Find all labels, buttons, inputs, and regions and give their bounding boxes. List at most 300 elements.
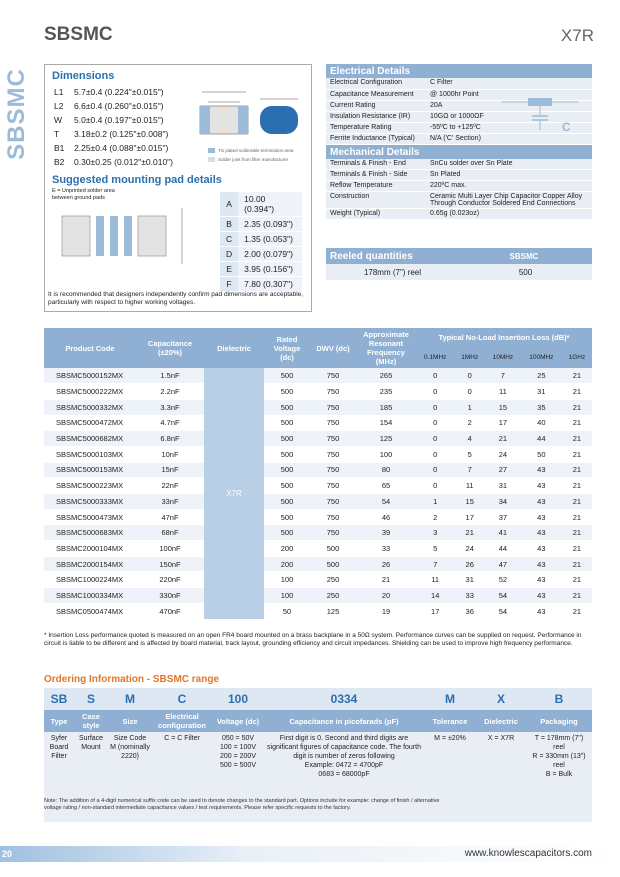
order-code: S [74,688,108,710]
table-cell: 750 [310,478,356,494]
pad-note: E = Unprinted solder area between ground pads [52,188,115,201]
pad-key: A [220,192,238,217]
mechanical-value: Ceramic Multi Layer Chip Capacitor Copper Alloy Through Conductor Soldered End Connections [426,192,592,209]
dimensions-title: Dimensions [52,70,115,82]
dimension-key: L1 [54,87,64,97]
reel-title: Reeled quantities [330,250,413,262]
table-cell: 21 [562,431,592,447]
table-cell: 750 [310,399,356,415]
pad-table [220,192,302,292]
dimension-key: B1 [54,143,65,153]
table-cell: 19 [356,603,416,619]
order-label: Electrical configuration [152,710,212,732]
pad-key: D [220,247,238,262]
reel-size: 178mm (7") reel [363,267,422,277]
electrical-key: Electrical Configuration [326,78,426,89]
product-code: SBSMC5000103MX [44,446,136,462]
table-cell: 50 [264,603,310,619]
order-desc: X = X7R [476,732,526,822]
table-cell: 43 [521,478,562,494]
table-cell: 21 [562,603,592,619]
mechanical-value: 0.65g (0.023oz) [426,209,592,220]
col-rated-voltage: Rated Voltage (dc) [264,328,310,368]
table-cell: 100 [356,446,416,462]
table-cell: 500 [264,431,310,447]
table-cell: 5 [416,541,454,557]
order-label: Type [44,710,74,732]
mechanical-value: 220ºC max. [426,181,592,192]
product-table [44,328,592,620]
dimension-value: 6.6±0.4 (0.260"±0.015") [74,101,164,111]
table-cell: 1 [454,399,485,415]
table-cell: 43 [521,525,562,541]
table-cell: 0 [416,384,454,400]
mechanical-row [326,159,592,170]
table-cell: 0 [454,368,485,384]
chip-drawing [190,84,310,154]
order-code: B [526,688,592,710]
electrical-key: Capacitance Measurement [326,89,426,100]
dimension-row [50,99,177,113]
dimension-value: 3.18±0.2 (0.125"±0.008") [74,129,169,139]
table-cell: 15 [485,399,521,415]
pad-row [220,247,302,262]
dimension-row [50,141,177,155]
table-cell: 500 [264,399,310,415]
dielectric-cell: X7R [204,368,264,619]
table-cell: 750 [310,462,356,478]
table-cell: 7 [485,368,521,384]
reel-panel [326,248,592,280]
symbol-label: C [562,120,571,134]
table-cell: 80 [356,462,416,478]
table-cell: 750 [310,431,356,447]
table-cell: 0 [416,368,454,384]
pad-note-text: It is recommended that designers independently confirm pad dimensions are acceptable, particularly with respect to higher working voltages. [48,291,304,306]
product-code: SBSMC1000224MX [44,572,136,588]
product-code: SBSMC5000682MX [44,431,136,447]
table-cell: 500 [264,415,310,431]
col-dielectric: Dielectric [204,328,264,368]
product-code: SBSMC5000473MX [44,509,136,525]
table-cell: 21 [562,446,592,462]
table-cell: 39 [356,525,416,541]
table-row [44,431,592,447]
capacitance: 150nF [136,556,204,572]
table-cell: 250 [310,572,356,588]
dimension-key: B2 [54,157,65,167]
product-code: SBSMC5000222MX [44,384,136,400]
pad-title: Suggested mounting pad details [52,174,222,186]
capacitance: 68nF [136,525,204,541]
pad-value: 2.00 (0.079") [238,247,302,262]
table-cell: 265 [356,368,416,384]
table-cell: 500 [264,384,310,400]
dimension-key: T [54,129,60,139]
table-row [44,384,592,400]
dimensions-table [50,85,177,169]
electrical-value: N/A ('C' Section) [426,133,592,144]
mechanical-value: Sn Plated [426,170,592,181]
table-cell: 31 [485,478,521,494]
mechanical-row [326,192,592,209]
capacitance: 15nF [136,462,204,478]
pad-value: 3.95 (0.156") [238,262,302,277]
mechanical-key: Weight (Typical) [326,209,426,220]
order-desc: Syfer Board Filter [44,732,74,822]
table-cell: 20 [356,588,416,604]
table-row [44,494,592,510]
table-cell: 26 [454,556,485,572]
table-cell: 21 [562,415,592,431]
table-cell: 21 [562,494,592,510]
capacitance: 22nF [136,478,204,494]
capacitance: 330nF [136,588,204,604]
table-cell: 750 [310,384,356,400]
table-cell: 2 [416,509,454,525]
table-cell: 7 [454,462,485,478]
dielectric-label: X7R [560,26,594,45]
table-cell: 27 [485,462,521,478]
order-code: 100 [212,688,264,710]
pad-drawing [52,196,212,278]
electrical-value: 10GΩ or 1000ΩF [426,111,592,122]
table-cell: 54 [356,494,416,510]
capacitance: 1.5nF [136,368,204,384]
ordering-title: Ordering Information - SBSMC range [44,674,220,685]
table-cell: 43 [521,556,562,572]
table-row [44,368,592,384]
table-cell: 43 [521,494,562,510]
table-cell: 7 [416,556,454,572]
table-cell: 15 [454,494,485,510]
order-label: Case style [74,710,108,732]
table-cell: 21 [562,541,592,557]
table-cell: 250 [310,588,356,604]
table-cell: 31 [454,572,485,588]
col-capacitance: Capacitance (±20%) [136,328,204,368]
table-cell: 200 [264,541,310,557]
table-cell: 43 [521,588,562,604]
side-tab [2,60,30,170]
dimension-row [50,113,177,127]
table-cell: 235 [356,384,416,400]
table-cell: 43 [521,462,562,478]
product-code: SBSMC5000223MX [44,478,136,494]
col-insertion-loss: Typical No-Load Insertion Loss (dB)* [416,328,592,346]
table-cell: 41 [485,525,521,541]
table-cell: 500 [264,462,310,478]
table-cell: 11 [485,384,521,400]
table-cell: 36 [454,603,485,619]
order-desc: First digit is 0. Second and third digits are significant figures of capacitance code. The fourth digit is number of zeros following Example: 0472 = 4700pF 0683 = 68000pF [264,732,424,822]
order-code: M [108,688,152,710]
order-label: Packaging [526,710,592,732]
dimension-row [50,127,177,141]
table-cell: 47 [485,556,521,572]
page-number: 20 [2,849,13,859]
ordering-note: Note: The addition of a 4-digit numerical suffix code can be used to denote changes to the standard part. Options include for example: change of finish / alternative voltage rating / non-standard intermediate capacitance values / test requirements. Please refer specific requests to the factory. [44,798,440,811]
table-cell: 17 [454,509,485,525]
table-cell: 154 [356,415,416,431]
table-cell: 750 [310,415,356,431]
table-cell: 40 [521,415,562,431]
dimension-key: W [54,115,63,125]
table-cell: 0 [416,431,454,447]
dimension-value: 5.0±0.4 (0.197"±0.015") [74,115,164,125]
mechanical-row [326,209,592,220]
capacitance: 33nF [136,494,204,510]
table-row [44,556,592,572]
order-label: Tolerance [424,710,476,732]
insertion-loss-note: * Insertion Loss performance quoted is measured on an open FR4 board mounted on a brass backplane in a 50Ω system. Performance curves can be supplied on request. Performance in circuit is liable to be different and is affected by board material, track layout, grounding efficiency and circuit impedances. Shielding can be used to improve high frequency performance. [44,632,582,647]
table-cell: 11 [454,478,485,494]
dimension-row [50,85,177,99]
table-cell: 21 [562,478,592,494]
capacitance: 47nF [136,509,204,525]
footer-url[interactable]: www.knowlescapacitors.com [464,848,592,859]
order-desc: M = ±20% [424,732,476,822]
pad-key: C [220,232,238,247]
capacitance: 4.7nF [136,415,204,431]
pad-key: F [220,277,238,292]
col-product-code: Product Code [44,328,136,368]
table-cell: 750 [310,525,356,541]
table-cell: 0 [416,399,454,415]
table-cell: 750 [310,368,356,384]
dimension-row [50,155,177,169]
table-cell: 500 [264,368,310,384]
table-cell: 125 [310,603,356,619]
pad-value: 7.80 (0.307") [238,277,302,292]
table-cell: 500 [264,478,310,494]
table-cell: 100 [264,572,310,588]
order-code: M [424,688,476,710]
freq-header: 1GHz [562,346,592,368]
pad-value: 1.35 (0.053") [238,232,302,247]
legend-1: Tin plated solderable termination area [208,148,293,153]
table-row [44,509,592,525]
capacitance: 10nF [136,446,204,462]
table-row [44,525,592,541]
table-cell: 43 [521,509,562,525]
electrical-value: C Filter [426,78,592,89]
table-cell: 65 [356,478,416,494]
table-cell: 17 [416,603,454,619]
mechanical-table [326,159,592,221]
dimension-value: 2.25±0.4 (0.088"±0.015") [74,143,169,153]
mechanical-key: Terminals & Finish - End [326,159,426,170]
capacitance: 2.2nF [136,384,204,400]
table-cell: 21 [356,572,416,588]
table-row [44,415,592,431]
electrical-value: @ 1000hr Point [426,89,592,100]
table-cell: 21 [454,525,485,541]
table-row [44,588,592,604]
table-cell: 0 [416,478,454,494]
electrical-value: -55ºC to +125ºC [426,122,592,133]
table-cell: 21 [562,462,592,478]
order-desc: 050 = 50V 100 = 100V 200 = 200V 500 = 500V [212,732,264,822]
table-cell: 21 [562,368,592,384]
table-cell: 33 [454,588,485,604]
order-code: SB [44,688,74,710]
product-code: SBSMC5000333MX [44,494,136,510]
order-desc: Size Code M (nominally 2220) [108,732,152,822]
pad-value: 2.35 (0.093") [238,217,302,232]
table-cell: 33 [356,541,416,557]
table-cell: 44 [485,541,521,557]
capacitance: 6.8nF [136,431,204,447]
mechanical-row [326,181,592,192]
table-cell: 24 [454,541,485,557]
table-row [44,446,592,462]
table-cell: 31 [521,384,562,400]
product-code: SBSMC0500474MX [44,603,136,619]
capacitance: 3.3nF [136,399,204,415]
table-cell: 1 [416,494,454,510]
pad-row [220,232,302,247]
dimension-key: L2 [54,101,64,111]
electrical-title: Electrical Details [326,64,592,78]
table-cell: 44 [521,431,562,447]
order-code: C [152,688,212,710]
table-cell: 2 [454,415,485,431]
order-label: Capacitance in picofarads (pF) [264,710,424,732]
order-desc: Surface Mount [74,732,108,822]
table-cell: 100 [264,588,310,604]
order-code: X [476,688,526,710]
freq-header: 10MHz [485,346,521,368]
table-cell: 11 [416,572,454,588]
table-cell: 21 [562,509,592,525]
table-cell: 24 [485,446,521,462]
table-cell: 4 [454,431,485,447]
order-label: Size [108,710,152,732]
table-cell: 43 [521,572,562,588]
table-cell: 14 [416,588,454,604]
table-row [44,572,592,588]
capacitance: 470nF [136,603,204,619]
table-cell: 21 [562,572,592,588]
order-code: 0334 [264,688,424,710]
table-cell: 21 [485,431,521,447]
electrical-key: Temperature Rating [326,122,426,133]
freq-header: 0.1MHz [416,346,454,368]
table-cell: 21 [562,384,592,400]
product-code: SBSMC5000472MX [44,415,136,431]
table-cell: 185 [356,399,416,415]
table-cell: 0 [454,384,485,400]
table-cell: 37 [485,509,521,525]
table-cell: 0 [416,462,454,478]
table-cell: 500 [310,541,356,557]
pad-row [220,277,302,292]
table-cell: 750 [310,509,356,525]
col-resonant: Approximate Resonant Frequency (MHz) [356,328,416,368]
electrical-key: Insulation Resistance (IR) [326,111,426,122]
table-cell: 25 [521,368,562,384]
table-row [44,462,592,478]
table-cell: 34 [485,494,521,510]
table-cell: 21 [562,525,592,541]
table-cell: 26 [356,556,416,572]
mechanical-title: Mechanical Details [326,145,592,159]
pad-value: 10.00 (0.394") [238,192,302,217]
table-cell: 50 [521,446,562,462]
electrical-key: Current Rating [326,100,426,111]
product-code: SBSMC2000154MX [44,556,136,572]
mechanical-value: SnCu solder over Sn Plate [426,159,592,170]
product-code: SBSMC2000104MX [44,541,136,557]
page-title: SBSMC [44,24,113,45]
mechanical-row [326,170,592,181]
legend-2: Solder joint from filter manufacturer [208,157,288,162]
side-tab-label: SBSMC [3,68,30,160]
table-cell: 200 [264,556,310,572]
table-cell: 46 [356,509,416,525]
table-row [44,478,592,494]
order-desc: C = C Filter [152,732,212,822]
table-cell: 17 [485,415,521,431]
product-code: SBSMC5000683MX [44,525,136,541]
reel-col: SBSMC [509,251,539,261]
dimension-value: 5.7±0.4 (0.224"±0.015") [74,87,164,97]
table-cell: 750 [310,446,356,462]
capacitance: 220nF [136,572,204,588]
pad-row [220,262,302,277]
mechanical-key: Reflow Temperature [326,181,426,192]
mechanical-key: Terminals & Finish - Side [326,170,426,181]
order-desc: T = 178mm (7") reel R = 330mm (13") reel B = Bulk [526,732,592,822]
product-code: SBSMC5000153MX [44,462,136,478]
table-row [44,399,592,415]
freq-header: 100MHz [521,346,562,368]
col-dwv: DWV (dc) [310,328,356,368]
table-cell: 54 [485,588,521,604]
table-cell: 54 [485,603,521,619]
table-cell: 750 [310,494,356,510]
product-code: SBSMC5000152MX [44,368,136,384]
table-row [44,603,592,619]
order-label: Voltage (dc) [212,710,264,732]
mechanical-key: Construction [326,192,426,209]
table-cell: 43 [521,603,562,619]
table-row [44,541,592,557]
capacitance: 100nF [136,541,204,557]
table-cell: 500 [264,509,310,525]
table-cell: 5 [454,446,485,462]
dimension-value: 0.30±0.25 (0.012"±0.010") [74,157,174,167]
table-cell: 500 [310,556,356,572]
pad-row [220,192,302,217]
table-cell: 500 [264,446,310,462]
table-cell: 500 [264,494,310,510]
product-code: SBSMC1000334MX [44,588,136,604]
pad-key: E [220,262,238,277]
table-cell: 3 [416,525,454,541]
table-cell: 21 [562,588,592,604]
electrical-key: Ferrite Inductance (Typical) [326,133,426,144]
table-cell: 21 [562,399,592,415]
table-cell: 43 [521,541,562,557]
product-code: SBSMC5000332MX [44,399,136,415]
table-cell: 125 [356,431,416,447]
table-cell: 52 [485,572,521,588]
freq-header: 1MHz [454,346,485,368]
table-cell: 500 [264,525,310,541]
table-cell: 0 [416,446,454,462]
